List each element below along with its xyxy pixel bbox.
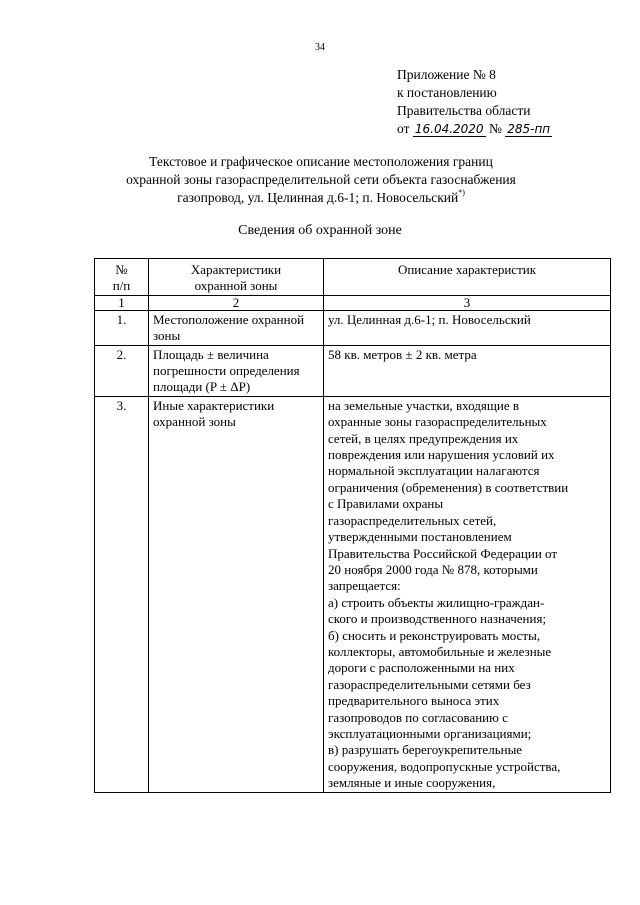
description-line: запрещается: [328, 578, 401, 594]
table-header-row [95, 259, 611, 296]
header-num-line-1: № [115, 262, 128, 277]
row-description [324, 396, 611, 792]
row-characteristic: Иные характеристики охранной зоны [149, 396, 324, 792]
description-line: дороги с расположенными на них [328, 660, 515, 676]
description-line: сооружения, водопропускные устройства, [328, 758, 561, 774]
row-number: 1. [95, 310, 149, 345]
title-line-1: Текстовое и графическое описание местоположения границ [149, 154, 493, 169]
page-number: 34 [315, 42, 325, 53]
description-line: с Правилами охраны [328, 496, 444, 512]
row-characteristic: Площадь ± величина погрешности определения площади (P ± ΔP) [149, 345, 324, 396]
appendix-line-1: Приложение № 8 [397, 67, 496, 82]
appendix-line-2: к постановлению [397, 85, 497, 100]
description-line: а) строить объекты жилищно-граждан- [328, 594, 545, 610]
row-number: 2. [95, 345, 149, 396]
row-number: 3. [95, 396, 149, 792]
description-line: в) разрушать берегоукрепительные [328, 742, 523, 758]
description-line: коллекторы, автомобильные и железные [328, 643, 552, 659]
header-char-line-2: охранной зоны [194, 278, 278, 294]
description-line: утвержденными постановлением [328, 529, 512, 545]
description-line: повреждения или нарушения условий их [328, 447, 555, 463]
appendix-date-line [397, 120, 552, 138]
handwritten-number: 285-пп [507, 122, 551, 136]
title-line-3 [96, 189, 546, 207]
number-label: № [488, 121, 502, 136]
description-line: на земельные участки, входящие в [328, 397, 520, 413]
description-line: охранные зоны газораспределительных [328, 414, 547, 430]
description-line: газораспределительными сетями без [328, 676, 531, 692]
description-line: земляные и иные сооружения, [328, 775, 496, 791]
description-line: Правительства Российской Федерации от [328, 545, 558, 561]
index-cell: 3 [324, 295, 611, 310]
header-char-line-1: Характеристики [190, 262, 282, 277]
description-line: ского и производственного назначения; [328, 611, 547, 627]
table-row [95, 396, 611, 792]
index-cell: 1 [95, 295, 149, 310]
header-num-line-2: п/п [112, 278, 131, 294]
from-label: от [397, 121, 410, 136]
index-cell: 2 [149, 295, 324, 310]
document-title [96, 153, 546, 207]
appendix-line-3: Правительства области [397, 103, 531, 118]
description-line: газопроводов по согласованию с [328, 709, 508, 725]
header-characteristic [149, 259, 324, 296]
description-line: газораспределительных сетей, [328, 512, 497, 528]
table-row [95, 345, 611, 396]
appendix-header [397, 66, 552, 138]
row-characteristic: Местоположение охранной зоны [149, 310, 324, 345]
section-subtitle: Сведения об охранной зоне [238, 223, 402, 238]
description-line: сетей, в целях предупреждения их [328, 430, 519, 446]
handwritten-date: 16.04.2020 [414, 122, 484, 136]
header-num [95, 259, 149, 296]
description-line: ограничения (обременения) в соответствии [328, 479, 569, 495]
zone-info-table [94, 258, 611, 793]
row-description: ул. Целинная д.6-1; п. Новосельский [324, 310, 611, 345]
description-line: нормальной эксплуатации налагаются [328, 463, 540, 479]
header-description: Описание характеристик [324, 259, 611, 296]
description-line: эксплуатационными организациями; [328, 725, 532, 741]
row-description: 58 кв. метров ± 2 кв. метра [324, 345, 611, 396]
description-line: предварительного выноса этих [328, 693, 500, 709]
description-line: б) сносить и реконструировать мосты, [328, 627, 541, 643]
table-row [95, 310, 611, 345]
title-line-3-text: газопровод, ул. Целинная д.6-1; п. Новосельский [177, 190, 459, 205]
footnote-mark: *) [458, 188, 465, 197]
title-line-2: охранной зоны газораспределительной сети объекта газоснабжения [126, 172, 516, 187]
table-index-row [95, 295, 611, 310]
description-line: 20 ноября 2000 года № 878, которыми [328, 561, 538, 577]
